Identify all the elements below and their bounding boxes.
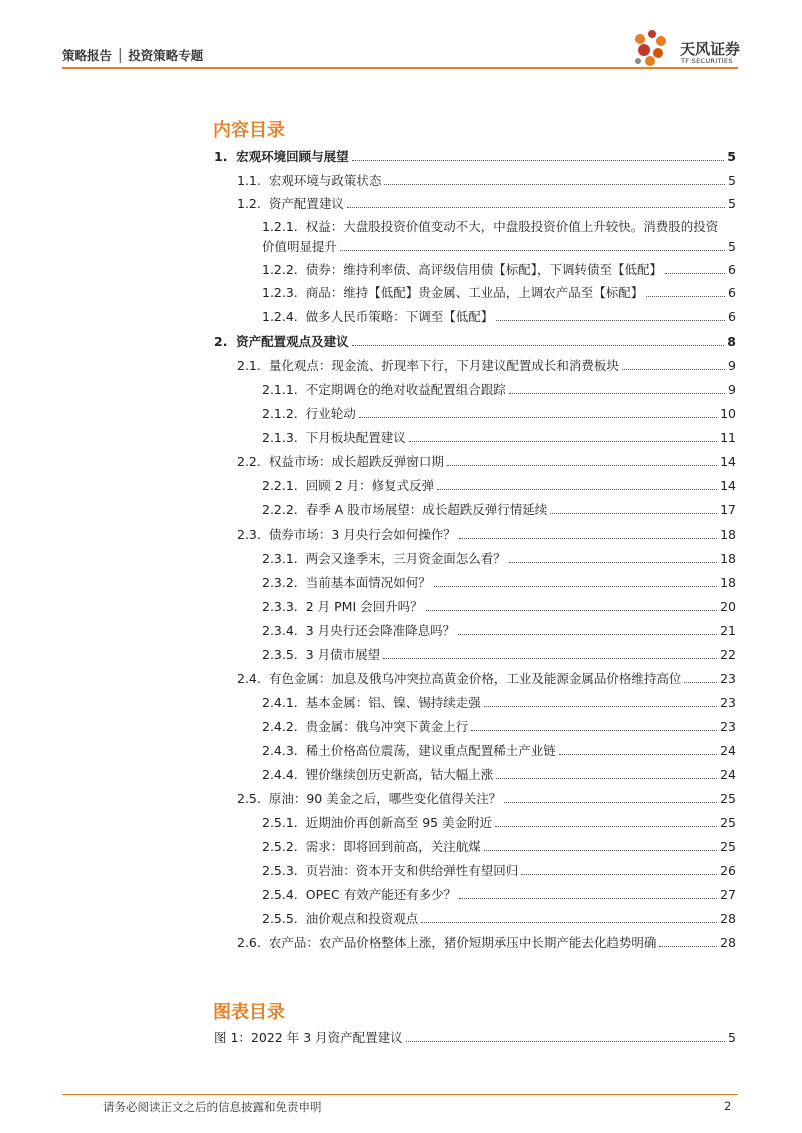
toc-entry[interactable]	[262, 886, 736, 902]
toc-entry-page: 28	[720, 935, 736, 950]
leader-dots	[495, 814, 717, 827]
leader-dots	[504, 790, 717, 803]
leader-dots	[559, 742, 717, 755]
toc-entry-page: 21	[720, 623, 736, 638]
toc-entry-text: 两会又逢季末，三月资金面怎么看？	[305, 551, 506, 566]
toc-title: 内容目录	[213, 120, 285, 141]
toc-entry-text: 原油：90 美金之后，哪些变化值得关注？	[268, 791, 502, 806]
toc-entry-number: 2.3.1.	[262, 551, 298, 566]
toc-entry-text: 下月板块配置建议	[305, 430, 406, 445]
figure-entry[interactable]	[214, 1029, 736, 1045]
toc-entry[interactable]	[262, 381, 736, 397]
toc-entry-page: 9	[728, 382, 736, 397]
toc-entry-text: 债券：维持利率债、高评级信用债【标配】，下调转债至【低配】	[305, 262, 662, 277]
toc-entry-page: 26	[720, 863, 736, 878]
leader-dots	[347, 195, 725, 208]
logo-name-en: TF SECURITIES	[681, 57, 733, 65]
toc-entry-number: 2.5.	[237, 791, 261, 806]
toc-entry[interactable]	[237, 453, 736, 469]
toc-entry-page: 20	[720, 599, 736, 614]
toc-entry[interactable]	[262, 622, 736, 638]
leader-dots	[384, 172, 725, 185]
toc-entry[interactable]	[262, 477, 736, 493]
toc-entry-text: 3 月央行还会降准降息吗？	[305, 623, 456, 638]
toc-entry-text: 量化观点：现金流、折现率下行，下月建议配置成长和消费板块	[268, 358, 619, 373]
toc-entry[interactable]	[262, 646, 736, 662]
toc-entry-text: 贵金属：俄乌冲突下黄金上行	[305, 719, 469, 734]
toc-entry-page: 25	[720, 839, 736, 854]
toc-entry-number: 2.2.2.	[262, 502, 298, 517]
leader-dots	[383, 646, 717, 659]
toc-entry[interactable]	[237, 357, 736, 373]
toc-entry-text: 行业轮动	[305, 406, 356, 421]
toc-entry-number: 2.1.	[237, 358, 261, 373]
toc-entry-number: 2.4.1.	[262, 695, 298, 710]
toc-entry-page: 25	[720, 791, 736, 806]
leader-dots	[409, 429, 717, 442]
toc-entry-number: 2.3.5.	[262, 647, 298, 662]
header-divider	[62, 67, 738, 69]
toc-entry-page: 27	[720, 887, 736, 902]
leader-dots	[421, 910, 717, 923]
toc-entry-number: 2.3.	[237, 527, 261, 542]
leader-dots	[458, 622, 717, 635]
toc-entry[interactable]	[262, 598, 736, 614]
toc-entry-number: 1.	[214, 149, 228, 164]
toc-entry-number: 2.2.1.	[262, 478, 298, 493]
toc-entry[interactable]	[214, 148, 736, 164]
figure-entry-text: 2022 年 3 月资产配置建议	[250, 1030, 403, 1045]
leader-dots	[659, 934, 717, 947]
toc-entry[interactable]	[237, 172, 736, 188]
toc-entry[interactable]	[262, 550, 736, 566]
toc-entry-page: 8	[727, 334, 736, 349]
toc-entry-number: 2.5.1.	[262, 815, 298, 830]
toc-entry-page: 14	[720, 478, 736, 493]
toc-entry-page: 17	[720, 502, 736, 517]
toc-entry-text: 3 月债市展望	[305, 647, 381, 662]
toc-entry-page: 6	[728, 262, 736, 277]
toc-entry-page: 18	[720, 551, 736, 566]
toc-entry[interactable]	[262, 405, 736, 421]
toc-entry-text: 宏观环境与政策状态	[268, 173, 382, 188]
toc-entry-number: 2.1.2.	[262, 406, 298, 421]
toc-entry-number: 1.2.3.	[262, 285, 298, 300]
toc-entry-number: 2.4.4.	[262, 767, 298, 782]
leader-dots	[496, 308, 725, 321]
report-category: 策略报告 │ 投资策略专题	[62, 48, 204, 63]
toc-entry-number: 2.3.4.	[262, 623, 298, 638]
toc-entry[interactable]	[262, 694, 736, 710]
toc-entry-number: 1.1.	[237, 173, 261, 188]
toc-entry-page: 18	[720, 575, 736, 590]
toc-entry-text: 春季 A 股市场展望：成长超跌反弹行情延续	[305, 502, 548, 517]
toc-entry-text: OPEC 有效产能还有多少？	[305, 887, 457, 902]
toc-entry-text: 页岩油：资本开支和供给弹性有望回归	[305, 863, 519, 878]
toc-entry-number: 2.5.5.	[262, 911, 298, 926]
toc-entry-number: 2.1.1.	[262, 382, 298, 397]
leader-dots	[426, 598, 717, 611]
leader-dots	[447, 453, 717, 466]
toc-entry-text: 权益市场：成长超跌反弹窗口期	[268, 454, 444, 469]
leader-dots	[509, 550, 717, 563]
toc-entry-text: 宏观环境回顾与展望	[236, 149, 349, 164]
leader-dots	[496, 766, 717, 779]
toc-entry[interactable]	[237, 526, 736, 542]
toc-entry-number: 2.6.	[237, 935, 261, 950]
leader-dots	[359, 405, 717, 418]
toc-entry-text: 资产配置建议	[268, 196, 344, 211]
toc-entry-page: 25	[720, 815, 736, 830]
toc-entry-number: 2.2.	[237, 454, 261, 469]
toc-entry-text: 做多人民币策略：下调至【低配】	[305, 309, 494, 324]
leader-dots	[352, 148, 725, 161]
toc-entry-text: 基本金属：铝、镍、锡持续走强	[305, 695, 481, 710]
leader-dots	[484, 838, 717, 851]
toc-entry-text: 资产配置观点及建议	[236, 334, 349, 349]
toc-entry-text: 有色金属：加息及俄乌冲突拉高黄金价格，工业及能源金属品价格维持高位	[268, 671, 682, 686]
leader-dots	[459, 526, 717, 539]
logo-name-cn: 天风证券	[680, 40, 741, 58]
toc-entry-text: 近期油价再创新高至 95 美金附近	[305, 815, 493, 830]
toc-entry-text: 2 月 PMI 会回升吗？	[305, 599, 423, 614]
toc-entry-page: 24	[720, 767, 736, 782]
toc-entry[interactable]	[262, 742, 736, 758]
toc-entry-page: 10	[720, 406, 736, 421]
toc-entry[interactable]	[262, 217, 736, 257]
toc-entry[interactable]	[262, 429, 736, 445]
toc-entry[interactable]	[262, 261, 736, 277]
toc-entry-number: 2.3.3.	[262, 599, 298, 614]
leader-dots	[684, 670, 717, 683]
leader-dots	[646, 284, 725, 297]
toc-entry-number: 2.1.3.	[262, 430, 298, 445]
toc-entry-text: 稀土价格高位震荡，建议重点配置稀土产业链	[305, 743, 556, 758]
footer-disclaimer: 请务必阅读正文之后的信息披露和免责申明	[103, 1100, 322, 1114]
leader-dots	[521, 862, 717, 875]
toc-entry-number: 2.5.2.	[262, 839, 298, 854]
toc-entry-number: 1.2.	[237, 196, 261, 211]
toc-entry-text-continued: 价值明显提升	[262, 239, 338, 254]
toc-entry-text: 农产品：农产品价格整体上涨，猪价短期承压中长期产能去化趋势明确	[268, 935, 657, 950]
leader-dots	[352, 333, 725, 346]
footer-divider	[62, 1094, 738, 1095]
toc-entry-text: 债券市场：3 月央行会如何操作？	[268, 527, 456, 542]
leader-dots	[459, 886, 717, 899]
toc-entry-text: 锂价继续创历史新高，钴大幅上涨	[305, 767, 494, 782]
toc-entry[interactable]	[262, 910, 736, 926]
leader-dots	[622, 357, 725, 370]
toc-entry-text: 不定期调仓的绝对收益配置组合跟踪	[305, 382, 506, 397]
toc-entry-page: 5	[728, 173, 736, 188]
toc-entry[interactable]	[262, 574, 736, 590]
toc-entry-page: 23	[720, 671, 736, 686]
toc-entry-page: 5	[728, 239, 736, 254]
toc-entry-number: 1.2.2.	[262, 262, 298, 277]
toc-entry-page: 23	[720, 695, 736, 710]
toc-entry-text: 当前基本面情况如何？	[305, 575, 431, 590]
leader-dots	[437, 477, 717, 490]
toc-entry[interactable]	[262, 838, 736, 854]
toc-entry-page: 6	[728, 285, 736, 300]
toc-entry-page: 9	[728, 358, 736, 373]
leader-dots	[509, 381, 725, 394]
toc-entry-page: 28	[720, 911, 736, 926]
leader-dots	[434, 574, 717, 587]
toc-entry[interactable]	[237, 195, 736, 211]
toc-entry-number: 2.3.2.	[262, 575, 298, 590]
toc-entry-page: 23	[720, 719, 736, 734]
toc-entry-text: 回顾 2 月：修复式反弹	[305, 478, 435, 493]
page-number: 2	[724, 1099, 732, 1113]
toc-entry-page: 5	[727, 149, 736, 164]
toc-entry-page: 11	[720, 430, 736, 445]
toc-entry-number: 1.2.4.	[262, 309, 298, 324]
toc-entry-number: 2.4.3.	[262, 743, 298, 758]
toc-entry[interactable]	[262, 718, 736, 734]
figure-entry-page: 5	[728, 1030, 736, 1045]
toc-entry-page: 5	[728, 196, 736, 211]
toc-entry-page: 6	[728, 309, 736, 324]
toc-entry-number: 2.5.3.	[262, 863, 298, 878]
leader-dots	[665, 261, 725, 274]
toc-entry-number: 2.	[214, 334, 228, 349]
toc-entry-text: 商品：维持【低配】贵金属、工业品，上调农产品至【标配】	[305, 285, 644, 300]
toc-entry-number: 2.4.2.	[262, 719, 298, 734]
figure-entry-number: 图 1：	[214, 1030, 251, 1045]
toc-entry[interactable]	[237, 934, 736, 950]
toc-entry-page: 18	[720, 527, 736, 542]
leader-dots	[471, 718, 717, 731]
toc-entry[interactable]	[237, 790, 736, 806]
toc-entry-text: 油价观点和投资观点	[305, 911, 419, 926]
leader-dots	[406, 1029, 725, 1042]
toc-entry[interactable]	[214, 333, 736, 349]
toc-entry-page: 24	[720, 743, 736, 758]
toc-entry-number: 2.4.	[237, 671, 261, 686]
toc-entry-page: 14	[720, 454, 736, 469]
toc-entry-text: 需求：即将回到前高，关注航煤	[305, 839, 481, 854]
leader-dots	[340, 238, 725, 251]
toc-entry[interactable]	[262, 862, 736, 878]
toc-entry[interactable]	[262, 308, 736, 324]
toc-entry[interactable]	[262, 766, 736, 782]
toc-entry-page: 22	[720, 647, 736, 662]
leader-dots	[550, 501, 717, 514]
leader-dots	[484, 694, 717, 707]
toc-entry[interactable]	[237, 670, 736, 686]
toc-entry[interactable]	[262, 814, 736, 830]
figures-title: 图表目录	[213, 1002, 285, 1023]
toc-entry[interactable]	[262, 501, 736, 517]
toc-entry[interactable]	[262, 284, 736, 300]
toc-entry-text: 权益：大盘股投资价值变动不大，中盘股投资价值上升较快。消费股的投资	[305, 219, 719, 234]
toc-entry-number: 1.2.1.	[262, 219, 298, 234]
toc-entry-number: 2.5.4.	[262, 887, 298, 902]
